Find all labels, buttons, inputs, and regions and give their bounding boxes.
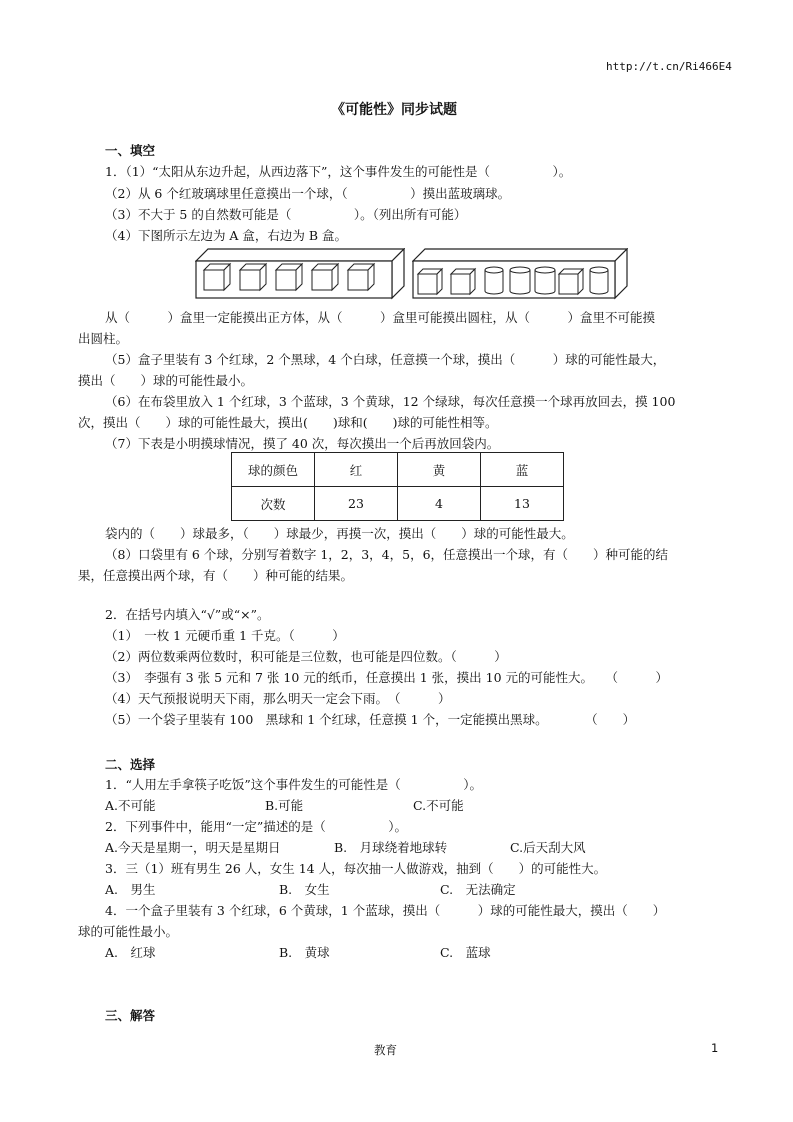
table-cell: 13 bbox=[481, 487, 564, 521]
cube-icon bbox=[276, 264, 302, 290]
table-cell: 黄 bbox=[398, 453, 481, 487]
choice-question-4: 4．一个盒子里装有 3 个红球，6 个黄球，1 个蓝球，摸出（ ）球的可能性最大，摸出（ ） bbox=[105, 903, 666, 918]
cube-icon bbox=[418, 269, 442, 294]
table-cell: 次数 bbox=[232, 487, 315, 521]
table-cell: 4 bbox=[398, 487, 481, 521]
table-row bbox=[232, 487, 564, 521]
choice-option: C.不可能 bbox=[413, 798, 464, 813]
choice-option: B. 女生 bbox=[279, 882, 330, 897]
cylinder-icon bbox=[485, 267, 503, 294]
choice-option: A. 男生 bbox=[105, 882, 156, 897]
question-1-3: （3）不大于 5 的自然数可能是（ ）。（列出所有可能） bbox=[105, 207, 467, 222]
choice-option: A.今天是星期一，明天是星期日 bbox=[105, 840, 281, 855]
cube-icon bbox=[348, 264, 374, 290]
cylinder-icon bbox=[510, 267, 530, 294]
box-b-figure bbox=[412, 248, 628, 300]
question-1-4-answer: 从（ ）盒里一定能摸出正方体，从（ ）盒里可能摸出圆柱，从（ ）盒里不可能摸 bbox=[105, 310, 656, 325]
question-1-7: （7）下表是小明摸球情况，摸了 40 次，每次摸出一个后再放回袋内。 bbox=[105, 436, 500, 451]
question-1-6-cont: 次，摸出（ ）球的可能性最大，摸出( )球和( )球的可能性相等。 bbox=[78, 415, 498, 430]
table-cell: 蓝 bbox=[481, 453, 564, 487]
section-heading-solve: 三、解答 bbox=[105, 1008, 156, 1023]
table-row bbox=[232, 453, 564, 487]
choice-option: B.可能 bbox=[265, 798, 304, 813]
choice-option: C.后天刮大风 bbox=[510, 840, 586, 855]
question-1-2: （2）从 6 个红玻璃球里任意摸出一个球，（ ）摸出蓝玻璃球。 bbox=[105, 186, 511, 201]
question-1-4-answer-cont: 出圆柱。 bbox=[78, 331, 129, 346]
footer-text: 教育 bbox=[374, 1043, 397, 1057]
question-2-4: （4）天气预报说明天下雨，那么明天一定会下雨。 （ ） bbox=[105, 691, 451, 706]
table-cell: 红 bbox=[315, 453, 398, 487]
choice-option: C. 无法确定 bbox=[440, 882, 516, 897]
question-1-1: 1．（1）“太阳从东边升起，从西边落下”，这个事件发生的可能性是（ ）。 bbox=[105, 164, 572, 179]
cylinder-icon bbox=[590, 267, 608, 294]
question-2-2: （2）两位数乘两位数时，积可能是三位数，也可能是四位数。（ ） bbox=[105, 649, 507, 664]
question-1-6: （6）在布袋里放入 1 个红球，3 个蓝球，3 个黄球，12 个绿球，每次任意摸一个球再放回去，摸 100 bbox=[105, 394, 676, 409]
question-2-5: （5）一个袋子里装有 100 黑球和 1 个红球，任意摸 1 个，一定能摸出黑球。 （ ） bbox=[105, 712, 636, 727]
page-number: 1 bbox=[711, 1041, 719, 1055]
header-url: http://t.cn/Ri466E4 bbox=[606, 60, 732, 73]
question-1-8: （8）口袋里有 6 个球，分别写着数字 1，2，3，4，5，6，任意摸出一个球，有（ ）种可能的结 bbox=[105, 547, 669, 562]
choice-question-4-cont: 球的可能性最小。 bbox=[78, 924, 179, 939]
cube-icon bbox=[451, 269, 475, 294]
question-1-5: （5）盒子里装有 3 个红球，2 个黑球，4 个白球，任意摸一个球，摸出（ ）球的可能性最大， bbox=[105, 352, 666, 367]
page-title: 《可能性》同步试题 bbox=[331, 102, 457, 118]
cube-icon bbox=[240, 264, 266, 290]
table-cell: 23 bbox=[315, 487, 398, 521]
ball-count-table bbox=[231, 452, 564, 521]
box-a-figure bbox=[195, 248, 405, 300]
question-1-8-cont: 果，任意摸出两个球，有（ ）种可能的结果。 bbox=[78, 568, 354, 583]
choice-option: A. 红球 bbox=[105, 945, 156, 960]
choice-option: B. 黄球 bbox=[279, 945, 330, 960]
table-cell: 球的颜色 bbox=[232, 453, 315, 487]
cube-icon bbox=[559, 269, 583, 294]
choice-option: B. 月球绕着地球转 bbox=[334, 840, 448, 855]
question-2-1: （1） 一枚 1 元硬币重 1 千克。（ ） bbox=[105, 628, 345, 643]
cube-icon bbox=[312, 264, 338, 290]
choice-option: C. 蓝球 bbox=[440, 945, 491, 960]
question-1-4: （4）下图所示左边为 A 盒，右边为 B 盒。 bbox=[105, 228, 348, 243]
choice-option: A.不可能 bbox=[105, 798, 156, 813]
choice-question-2: 2．下列事件中，能用“一定”描述的是（ ）。 bbox=[105, 819, 407, 834]
question-2-3: （3） 李强有 3 张 5 元和 7 张 10 元的纸币，任意摸出 1 张，摸出 10 元的可能性大。 （ ） bbox=[105, 670, 669, 685]
choice-question-1: 1．“人用左手拿筷子吃饭”这个事件发生的可能性是（ ）。 bbox=[105, 777, 482, 792]
section-heading-choice: 二、选择 bbox=[105, 757, 156, 772]
section-heading-fill: 一、填空 bbox=[105, 143, 156, 158]
question-2-title: 2．在括号内填入“√”或“×”。 bbox=[105, 607, 270, 622]
choice-question-3: 3．三（1）班有男生 26 人，女生 14 人，每次抽一人做游戏，抽到（ ）的可能性大。 bbox=[105, 861, 607, 876]
cylinder-icon bbox=[535, 267, 555, 294]
cube-icon bbox=[204, 264, 230, 290]
question-1-7-answer: 袋内的（ ）球最多，（ ）球最少，再摸一次，摸出（ ）球的可能性最大。 bbox=[105, 526, 574, 541]
question-1-5-cont: 摸出（ ）球的可能性最小。 bbox=[78, 373, 254, 388]
